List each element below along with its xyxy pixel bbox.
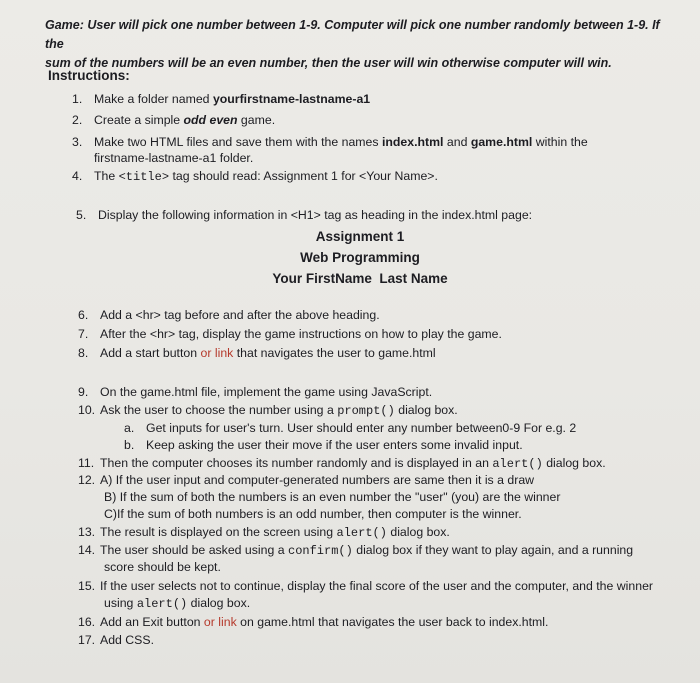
item-number: 2. xyxy=(72,113,83,127)
item-text: If the user selects not to continue, display the final score of the user and the computer, and the winner xyxy=(100,579,654,593)
item-letter: a. xyxy=(124,421,135,435)
instruction-item-4 xyxy=(72,168,438,185)
item-number: 13. xyxy=(78,525,96,539)
item-text: The xyxy=(94,169,119,183)
item-text: The user should be asked using a xyxy=(100,543,288,557)
item-number: 4. xyxy=(72,169,83,183)
item-text: dialog box if they want to play again, and a running xyxy=(352,543,634,557)
heading-name: Your FirstName Last Name xyxy=(272,271,448,286)
or-link-highlight: or link xyxy=(200,346,234,360)
item-number: 6. xyxy=(78,308,89,322)
item-text: game. xyxy=(237,113,276,127)
instruction-item-15 xyxy=(78,578,653,594)
game-description xyxy=(45,16,665,73)
heading-block xyxy=(270,226,450,289)
alert-code: alert() xyxy=(492,457,543,471)
instruction-item-7 xyxy=(78,326,502,342)
item-number: 1. xyxy=(72,92,83,106)
game-html-label: game.html xyxy=(470,135,533,149)
item-number: 10. xyxy=(78,403,96,417)
item-letter: b. xyxy=(124,438,135,452)
item-number: 12. xyxy=(78,473,96,487)
item-text: dialog box. xyxy=(542,456,606,470)
item-number: 11. xyxy=(78,456,95,470)
instruction-item-1 xyxy=(72,91,370,107)
instruction-item-6 xyxy=(78,307,380,323)
instruction-item-12-b: B) If the sum of both the numbers is an even number the "user" (you) are the winner xyxy=(104,490,561,504)
instruction-item-3-cont: firstname-lastname-a1 folder. xyxy=(94,151,254,165)
item-text: Get inputs for user's turn. User should enter any number between0-9 For e.g. 2 xyxy=(146,421,577,435)
item-text: Add a <hr> tag before and after the above heading. xyxy=(100,308,380,322)
heading-assignment: Assignment 1 xyxy=(315,229,405,244)
item-text: Then the computer chooses its number randomly and is displayed in an xyxy=(100,456,493,470)
odd-even-emphasis: odd even xyxy=(183,113,238,127)
game-line-2: sum of the numbers will be an even number, then the user will win otherwise computer will win. xyxy=(45,56,612,70)
item-number: 15. xyxy=(78,579,96,593)
instruction-item-10a xyxy=(124,420,576,436)
item-text: Add an Exit button xyxy=(100,615,204,629)
instruction-item-2 xyxy=(72,112,275,128)
item-text: After the <hr> tag, display the game instructions on how to play the game. xyxy=(100,327,502,341)
item-text: Ask the user to choose the number using a xyxy=(100,403,338,417)
instructions-heading: Instructions: xyxy=(48,68,130,83)
prompt-code: prompt() xyxy=(337,404,395,418)
item-text: that navigates the user to game.html xyxy=(233,346,436,360)
instruction-item-8 xyxy=(78,345,436,361)
item-text: within the xyxy=(532,135,588,149)
item-number: 16. xyxy=(78,615,96,629)
item-number: 7. xyxy=(78,327,89,341)
item-text: Make a folder named xyxy=(94,92,213,106)
instruction-item-15-cont xyxy=(104,595,250,612)
item-text: and xyxy=(443,135,471,149)
item-text: Keep asking the user their move if the user enters some invalid input. xyxy=(146,438,523,452)
item-number: 9. xyxy=(78,385,89,399)
item-text: A) If the user input and computer-generated numbers are same then it is a draw xyxy=(100,473,535,487)
item-text: Make two HTML files and save them with the names xyxy=(94,135,382,149)
item-text: dialog box. xyxy=(394,403,458,417)
instruction-item-12 xyxy=(78,472,534,488)
alert-code: alert() xyxy=(136,597,188,611)
item-text: On the game.html file, implement the game using JavaScript. xyxy=(100,385,433,399)
item-number: 8. xyxy=(78,346,89,360)
confirm-code: confirm() xyxy=(288,544,353,558)
index-html-label: index.html xyxy=(381,135,444,149)
instruction-item-9 xyxy=(78,384,432,400)
title-tag-code: <title> xyxy=(118,170,170,184)
instruction-item-17 xyxy=(78,632,154,648)
instruction-item-14-cont: score should be kept. xyxy=(104,560,221,574)
item-number: 17. xyxy=(78,633,96,647)
instruction-item-5 xyxy=(76,207,532,223)
instruction-item-12-c: C)If the sum of both numbers is an odd number, then computer is the winner. xyxy=(104,507,522,521)
item-number: 5. xyxy=(76,208,87,222)
or-link-highlight: or link xyxy=(203,615,237,629)
item-text: Add a start button xyxy=(100,346,201,360)
instruction-item-14 xyxy=(78,542,633,559)
item-number: 14. xyxy=(78,543,96,557)
heading-course: Web Programming xyxy=(300,250,420,265)
instruction-item-10 xyxy=(78,402,458,419)
item-text: dialog box. xyxy=(386,525,450,539)
item-text: Create a simple xyxy=(94,113,184,127)
item-text: The result is displayed on the screen using xyxy=(100,525,337,539)
item-number: 3. xyxy=(72,135,83,149)
instruction-item-16 xyxy=(78,614,548,630)
alert-code: alert() xyxy=(336,526,387,540)
instruction-item-11 xyxy=(78,455,606,472)
instruction-item-3 xyxy=(72,134,588,150)
instruction-item-13 xyxy=(78,524,450,541)
folder-name: yourfirstname-lastname-a1 xyxy=(212,92,371,106)
item-text: dialog box. xyxy=(187,596,251,610)
item-text: Display the following information in <H1> tag as heading in the index.html page: xyxy=(98,208,533,222)
item-text: using xyxy=(104,596,137,610)
item-text: on game.html that navigates the user back to index.html. xyxy=(236,615,549,629)
item-text: Add CSS. xyxy=(100,633,154,647)
item-text: tag should read: Assignment 1 for <Your Name>. xyxy=(169,169,438,183)
game-line-1: Game: User will pick one number between 1-9. Computer will pick one number randomly between 1-9. If the xyxy=(45,18,660,51)
instruction-item-10b xyxy=(124,437,523,453)
